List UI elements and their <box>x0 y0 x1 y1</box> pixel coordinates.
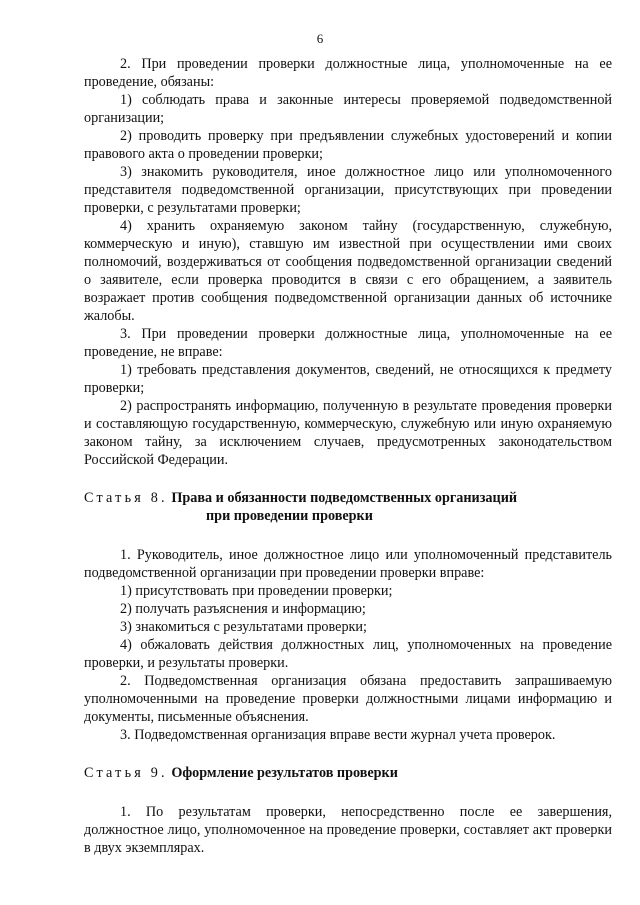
document-body <box>84 55 612 857</box>
paragraph-8-1-intro: 1. Руководитель, иное должностное лицо или уполномоченный представитель подведомственной организации при проведении проверки вправе: <box>84 547 612 581</box>
paragraph-8-2: 2. Подведомственная организация обязана предоставить запрашиваемую уполномоченными на проведение проверки должностными лицами информацию и документы, письменные объяснения. <box>84 673 612 725</box>
article-9-title: Оформление результатов проверки <box>171 765 398 781</box>
paragraph-9-1: 1. По результатам проверки, непосредственно после ее завершения, должностное лицо, уполномоченное на проведение проверки, составляет акт проверки в двух экземплярах. <box>84 804 612 856</box>
spacer <box>84 469 612 489</box>
paragraph-7-3-item-1: 1) требовать представления документов, сведений, не относящихся к предмету проверки; <box>84 362 612 396</box>
paragraph-7-2-item-1: 1) соблюдать права и законные интересы проверяемой подведомственной организации; <box>84 92 612 126</box>
paragraph-7-2-item-4: 4) хранить охраняемую законом тайну (государственную, служебную, коммерческую и иную), ставшую им известной при осуществлении ими своих полномочий, воздерживаться от сообщения подведомственной организации сведений о заявителе, если проверка проводится в связи с его обращением, а заявитель возражает против сообщения подведомственной организации данных об источнике жалобы. <box>84 218 612 324</box>
article-8-label: Статья 8. <box>84 490 168 506</box>
article-8-heading <box>84 489 612 507</box>
article-8-title: Права и обязанности подведомственных организаций <box>171 490 518 506</box>
paragraph-8-3: 3. Подведомственная организация вправе вести журнал учета проверок. <box>120 727 556 743</box>
article-8-title-line-2: при проведении проверки <box>206 508 373 524</box>
paragraph-7-2-item-2: 2) проводить проверку при предъявлении служебных удостоверений и копии правового акта о проведении проверки; <box>84 128 612 162</box>
page-number: 6 <box>316 31 324 46</box>
paragraph-8-1-item-1: 1) присутствовать при проведении проверки; <box>120 583 393 599</box>
paragraph-7-2-item-3: 3) знакомить руководителя, иное должностное лицо или уполномоченного представителя подведомственной организации, присутствующих при проведении проверки, с результатами проверки; <box>84 164 612 216</box>
paragraph-7-3-intro: 3. При проведении проверки должностные лица, уполномоченные на ее проведение, не вправе: <box>84 326 612 360</box>
paragraph-7-3-item-2: 2) распространять информацию, полученную в результате проведения проверки и составляющую государственную, коммерческую, служебную или иную охраняемую законом тайну, за исключением случаев, предусмотренных законодательством Российской Федерации. <box>84 398 612 468</box>
paragraph-8-1-item-4: 4) обжаловать действия должностных лиц, уполномоченных на проведение проверки, и результаты проверки. <box>84 637 612 671</box>
spacer <box>84 525 612 546</box>
paragraph-7-2-intro: 2. При проведении проверки должностные лица, уполномоченные на ее проведение, обязаны: <box>84 56 612 90</box>
paragraph-8-1-item-2: 2) получать разъяснения и информацию; <box>120 601 366 617</box>
article-9-label: Статья 9. <box>84 765 168 781</box>
spacer <box>84 782 612 803</box>
spacer <box>84 744 612 764</box>
paragraph-8-1-item-3: 3) знакомиться с результатами проверки; <box>120 619 367 635</box>
article-9-heading <box>84 764 612 782</box>
